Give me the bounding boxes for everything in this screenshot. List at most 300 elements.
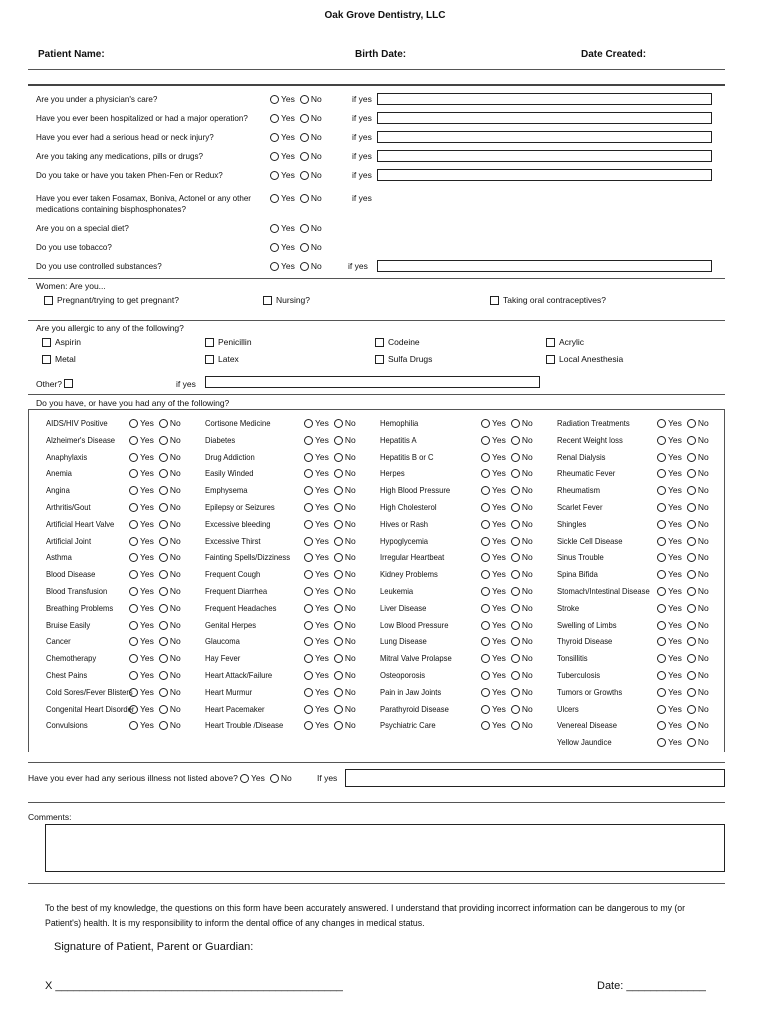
checkbox[interactable]: [263, 296, 272, 305]
radio-no[interactable]: [687, 637, 696, 646]
condition-label: Frequent Diarrhea: [205, 586, 268, 596]
radio-no[interactable]: [334, 520, 343, 529]
condition-yes-no[interactable]: [481, 687, 533, 697]
condition-yes-no[interactable]: [129, 720, 181, 730]
allergy-option[interactable]: [375, 337, 420, 347]
radio-yes[interactable]: [304, 520, 313, 529]
radio-yes[interactable]: [304, 705, 313, 714]
condition-yes-no[interactable]: [304, 603, 356, 613]
radio-no[interactable]: [687, 503, 696, 512]
radio-yes[interactable]: [270, 224, 279, 233]
radio-yes[interactable]: [270, 171, 279, 180]
radio-no[interactable]: [334, 553, 343, 562]
condition-yes-no[interactable]: [657, 636, 709, 646]
condition-yes-no[interactable]: [129, 435, 181, 445]
radio-yes[interactable]: [481, 570, 490, 579]
condition-yes-no[interactable]: [481, 435, 533, 445]
radio-yes[interactable]: [657, 503, 666, 512]
condition-yes-no[interactable]: [657, 468, 709, 478]
radio-yes[interactable]: [304, 570, 313, 579]
checkbox[interactable]: [42, 355, 51, 364]
radio-yes[interactable]: [304, 553, 313, 562]
condition-yes-no[interactable]: [657, 620, 709, 630]
radio-yes[interactable]: [481, 621, 490, 630]
condition-yes-no[interactable]: [304, 653, 356, 663]
radio-yes[interactable]: [657, 553, 666, 562]
radio-no[interactable]: [687, 436, 696, 445]
condition-yes-no[interactable]: [304, 620, 356, 630]
radio-yes[interactable]: [129, 469, 138, 478]
condition-yes-no[interactable]: [304, 468, 356, 478]
radio-no[interactable]: [334, 721, 343, 730]
condition-yes-no[interactable]: [129, 670, 181, 680]
if-yes-field[interactable]: [377, 169, 712, 181]
condition-yes-no[interactable]: [304, 586, 356, 596]
radio-yes[interactable]: [657, 621, 666, 630]
condition-yes-no[interactable]: [657, 536, 709, 546]
condition-yes-no[interactable]: [129, 418, 181, 428]
radio-yes[interactable]: [481, 671, 490, 680]
condition-yes-no[interactable]: [129, 502, 181, 512]
condition-yes-no[interactable]: [481, 569, 533, 579]
radio-no[interactable]: [511, 587, 520, 596]
radio-yes[interactable]: [270, 152, 279, 161]
condition-yes-no[interactable]: [304, 704, 356, 714]
radio-yes[interactable]: [657, 688, 666, 697]
signature-line[interactable]: X _______________________________________________: [45, 980, 343, 992]
radio-yes[interactable]: [304, 621, 313, 630]
comments-field[interactable]: [45, 824, 725, 872]
radio-no[interactable]: [334, 604, 343, 613]
checkbox[interactable]: [42, 338, 51, 347]
radio-no[interactable]: [300, 243, 309, 252]
condition-yes-no[interactable]: [481, 720, 533, 730]
condition-yes-no[interactable]: [481, 586, 533, 596]
radio-no[interactable]: [511, 688, 520, 697]
condition-yes-no[interactable]: [657, 418, 709, 428]
radio-yes[interactable]: [129, 419, 138, 428]
radio-no[interactable]: [334, 537, 343, 546]
radio-no[interactable]: [300, 262, 309, 271]
other-allergy-field[interactable]: [205, 376, 540, 388]
radio-yes[interactable]: [304, 721, 313, 730]
radio-yes[interactable]: [657, 587, 666, 596]
radio-no[interactable]: [334, 705, 343, 714]
radio-yes[interactable]: [304, 469, 313, 478]
radio-yes[interactable]: [657, 671, 666, 680]
radio-yes[interactable]: [304, 637, 313, 646]
radio-no[interactable]: [334, 469, 343, 478]
radio-no[interactable]: [687, 621, 696, 630]
radio-yes[interactable]: [129, 671, 138, 680]
radio-no[interactable]: [511, 721, 520, 730]
radio-no[interactable]: [687, 604, 696, 613]
radio-no[interactable]: [687, 738, 696, 747]
radio-yes[interactable]: [129, 453, 138, 462]
radio-yes[interactable]: [304, 486, 313, 495]
radio-no[interactable]: [334, 621, 343, 630]
condition-yes-no[interactable]: [304, 418, 356, 428]
condition-yes-no[interactable]: [481, 653, 533, 663]
radio-yes[interactable]: [129, 621, 138, 630]
condition-yes-no[interactable]: [481, 519, 533, 529]
radio-no[interactable]: [159, 520, 168, 529]
radio-no[interactable]: [159, 436, 168, 445]
serious-illness-field[interactable]: [345, 769, 725, 787]
radio-yes[interactable]: [657, 721, 666, 730]
radio-yes[interactable]: [270, 194, 279, 203]
radio-no[interactable]: [687, 671, 696, 680]
radio-no[interactable]: [334, 688, 343, 697]
radio-yes[interactable]: [657, 738, 666, 747]
condition-yes-no[interactable]: [304, 569, 356, 579]
radio-no[interactable]: [334, 654, 343, 663]
radio-yes[interactable]: [129, 604, 138, 613]
if-yes-field[interactable]: [377, 260, 712, 272]
radio-no[interactable]: [159, 604, 168, 613]
radio-no[interactable]: [687, 570, 696, 579]
radio-no[interactable]: [159, 486, 168, 495]
radio-no[interactable]: [511, 621, 520, 630]
condition-yes-no[interactable]: [481, 536, 533, 546]
radio-no[interactable]: [300, 194, 309, 203]
radio-yes[interactable]: [270, 114, 279, 123]
radio-yes[interactable]: [481, 453, 490, 462]
radio-no[interactable]: [687, 469, 696, 478]
nursing-option[interactable]: [263, 295, 310, 305]
radio-yes[interactable]: [481, 419, 490, 428]
radio-no[interactable]: [334, 453, 343, 462]
condition-yes-no[interactable]: [657, 502, 709, 512]
radio-yes[interactable]: [240, 774, 249, 783]
allergy-option[interactable]: [375, 354, 432, 364]
condition-yes-no[interactable]: [481, 452, 533, 462]
condition-yes-no[interactable]: [129, 687, 181, 697]
radio-no[interactable]: [687, 419, 696, 428]
radio-yes[interactable]: [657, 453, 666, 462]
radio-yes[interactable]: [129, 537, 138, 546]
condition-yes-no[interactable]: [304, 687, 356, 697]
radio-no[interactable]: [687, 587, 696, 596]
checkbox[interactable]: [490, 296, 499, 305]
radio-yes[interactable]: [481, 553, 490, 562]
radio-no[interactable]: [159, 654, 168, 663]
radio-no[interactable]: [300, 95, 309, 104]
condition-yes-no[interactable]: [129, 536, 181, 546]
radio-no[interactable]: [334, 503, 343, 512]
radio-yes[interactable]: [270, 262, 279, 271]
condition-label: Tonsillitis: [557, 653, 588, 664]
radio-no[interactable]: [511, 469, 520, 478]
checkbox[interactable]: [205, 338, 214, 347]
condition-yes-no[interactable]: [481, 418, 533, 428]
radio-yes[interactable]: [129, 688, 138, 697]
radio-no[interactable]: [159, 553, 168, 562]
condition-yes-no[interactable]: [657, 569, 709, 579]
radio-no[interactable]: [511, 419, 520, 428]
yes-no-radio[interactable]: [270, 113, 322, 123]
radio-yes[interactable]: [304, 537, 313, 546]
radio-no[interactable]: [159, 469, 168, 478]
radio-no[interactable]: [511, 671, 520, 680]
yes-no-radio[interactable]: [270, 170, 322, 180]
radio-no[interactable]: [511, 654, 520, 663]
condition-yes-no[interactable]: [657, 704, 709, 714]
radio-yes[interactable]: [657, 469, 666, 478]
yes-no-radio[interactable]: [270, 242, 322, 252]
radio-yes[interactable]: [657, 520, 666, 529]
condition-yes-no[interactable]: [657, 435, 709, 445]
yes-no-radio[interactable]: [270, 261, 322, 271]
condition-yes-no[interactable]: [657, 720, 709, 730]
radio-yes[interactable]: [481, 469, 490, 478]
radio-no[interactable]: [687, 520, 696, 529]
condition-yes-no[interactable]: [129, 552, 181, 562]
radio-no[interactable]: [159, 637, 168, 646]
radio-no[interactable]: [687, 654, 696, 663]
condition-yes-no[interactable]: [129, 620, 181, 630]
radio-no[interactable]: [334, 436, 343, 445]
if-yes-field[interactable]: [377, 150, 712, 162]
pregnant-option[interactable]: [44, 295, 179, 305]
condition-yes-no[interactable]: [129, 569, 181, 579]
radio-yes[interactable]: [304, 436, 313, 445]
allergy-option[interactable]: [546, 337, 584, 347]
if-yes-field[interactable]: [377, 131, 712, 143]
radio-yes[interactable]: [657, 637, 666, 646]
condition-yes-no[interactable]: [481, 620, 533, 630]
radio-no[interactable]: [511, 705, 520, 714]
radio-no[interactable]: [334, 419, 343, 428]
radio-yes[interactable]: [481, 537, 490, 546]
condition-yes-no[interactable]: [657, 586, 709, 596]
condition-yes-no[interactable]: [657, 485, 709, 495]
condition-yes-no[interactable]: [481, 704, 533, 714]
radio-yes[interactable]: [304, 671, 313, 680]
condition-yes-no[interactable]: [657, 519, 709, 529]
condition-label: Pain in Jaw Joints: [380, 686, 442, 697]
condition-yes-no[interactable]: [657, 552, 709, 562]
condition-yes-no[interactable]: [304, 519, 356, 529]
radio-yes[interactable]: [481, 705, 490, 714]
radio-no[interactable]: [511, 553, 520, 562]
radio-no[interactable]: [334, 637, 343, 646]
radio-yes[interactable]: [129, 637, 138, 646]
radio-yes[interactable]: [129, 520, 138, 529]
condition-yes-no[interactable]: [657, 687, 709, 697]
radio-no[interactable]: [511, 486, 520, 495]
radio-yes[interactable]: [481, 604, 490, 613]
if-yes-field[interactable]: [377, 112, 712, 124]
checkbox[interactable]: [44, 296, 53, 305]
radio-yes[interactable]: [481, 688, 490, 697]
radio-no[interactable]: [511, 570, 520, 579]
radio-no[interactable]: [511, 436, 520, 445]
radio-no[interactable]: [687, 721, 696, 730]
checkbox[interactable]: [375, 355, 384, 364]
yes-no-radio[interactable]: [270, 94, 322, 104]
radio-yes[interactable]: [129, 436, 138, 445]
radio-yes[interactable]: [657, 486, 666, 495]
radio-yes[interactable]: [481, 654, 490, 663]
radio-yes[interactable]: [481, 587, 490, 596]
condition-yes-no[interactable]: [481, 603, 533, 613]
radio-no[interactable]: [159, 587, 168, 596]
radio-no[interactable]: [159, 419, 168, 428]
condition-yes-no[interactable]: [304, 485, 356, 495]
condition-yes-no[interactable]: [304, 502, 356, 512]
condition-yes-no[interactable]: [481, 502, 533, 512]
radio-yes[interactable]: [481, 637, 490, 646]
radio-yes[interactable]: [657, 537, 666, 546]
radio-no[interactable]: [511, 604, 520, 613]
radio-no[interactable]: [159, 453, 168, 462]
allergy-option[interactable]: [546, 354, 623, 364]
radio-no[interactable]: [334, 587, 343, 596]
radio-no[interactable]: [687, 453, 696, 462]
condition-label: Heart Murmur: [205, 686, 253, 697]
radio-no[interactable]: [687, 553, 696, 562]
condition-yes-no[interactable]: [129, 485, 181, 495]
condition-yes-no[interactable]: [129, 653, 181, 663]
radio-yes[interactable]: [270, 133, 279, 142]
radio-no[interactable]: [300, 133, 309, 142]
condition-yes-no[interactable]: [481, 670, 533, 680]
yes-no-radio[interactable]: [270, 223, 322, 233]
condition-yes-no[interactable]: [657, 737, 709, 747]
radio-yes[interactable]: [657, 419, 666, 428]
radio-no[interactable]: [300, 114, 309, 123]
condition-yes-no[interactable]: [129, 636, 181, 646]
radio-yes[interactable]: [657, 705, 666, 714]
radio-no[interactable]: [687, 688, 696, 697]
checkbox[interactable]: [546, 355, 555, 364]
radio-no[interactable]: [270, 774, 279, 783]
radio-no[interactable]: [300, 171, 309, 180]
radio-yes[interactable]: [304, 503, 313, 512]
radio-yes[interactable]: [657, 570, 666, 579]
radio-no[interactable]: [159, 621, 168, 630]
radio-no[interactable]: [159, 721, 168, 730]
radio-yes[interactable]: [129, 486, 138, 495]
radio-yes[interactable]: [129, 587, 138, 596]
condition-yes-no[interactable]: [304, 435, 356, 445]
radio-no[interactable]: [159, 503, 168, 512]
date-line[interactable]: Date: _____________: [597, 980, 706, 992]
condition-yes-no[interactable]: [129, 586, 181, 596]
radio-yes[interactable]: [129, 570, 138, 579]
radio-yes[interactable]: [270, 243, 279, 252]
radio-no[interactable]: [334, 570, 343, 579]
radio-no[interactable]: [159, 688, 168, 697]
yes-no-radio[interactable]: [270, 132, 322, 142]
radio-yes[interactable]: [304, 604, 313, 613]
radio-yes[interactable]: [657, 604, 666, 613]
condition-yes-no[interactable]: [481, 468, 533, 478]
radio-no[interactable]: [511, 520, 520, 529]
condition-yes-no[interactable]: [304, 720, 356, 730]
checkbox[interactable]: [205, 355, 214, 364]
yes-label: Yes: [315, 703, 329, 714]
radio-yes[interactable]: [657, 654, 666, 663]
radio-yes[interactable]: [129, 721, 138, 730]
condition-yes-no[interactable]: [129, 603, 181, 613]
radio-no[interactable]: [334, 486, 343, 495]
allergy-option[interactable]: [42, 337, 81, 347]
radio-no[interactable]: [300, 224, 309, 233]
serious-illness-yes[interactable]: [240, 773, 292, 783]
radio-no[interactable]: [687, 705, 696, 714]
condition-yes-no[interactable]: [657, 452, 709, 462]
radio-yes[interactable]: [481, 436, 490, 445]
condition-yes-no[interactable]: [304, 636, 356, 646]
condition-yes-no[interactable]: [304, 552, 356, 562]
checkbox[interactable]: [546, 338, 555, 347]
condition-yes-no[interactable]: [304, 670, 356, 680]
radio-no[interactable]: [687, 537, 696, 546]
condition-yes-no[interactable]: [129, 704, 181, 714]
checkbox[interactable]: [375, 338, 384, 347]
allergy-option[interactable]: [205, 337, 252, 347]
condition-yes-no[interactable]: [129, 468, 181, 478]
radio-yes[interactable]: [304, 587, 313, 596]
condition-yes-no[interactable]: [129, 452, 181, 462]
condition-yes-no[interactable]: [129, 519, 181, 529]
radio-yes[interactable]: [304, 453, 313, 462]
radio-no[interactable]: [511, 453, 520, 462]
if-yes-field[interactable]: [377, 93, 712, 105]
radio-yes[interactable]: [304, 688, 313, 697]
radio-yes[interactable]: [304, 654, 313, 663]
radio-no[interactable]: [511, 503, 520, 512]
condition-yes-no[interactable]: [481, 485, 533, 495]
radio-no[interactable]: [511, 537, 520, 546]
condition-yes-no[interactable]: [304, 536, 356, 546]
radio-no[interactable]: [159, 537, 168, 546]
radio-no[interactable]: [511, 637, 520, 646]
yes-no-radio[interactable]: [270, 193, 322, 203]
radio-yes[interactable]: [481, 486, 490, 495]
radio-yes[interactable]: [481, 520, 490, 529]
radio-yes[interactable]: [481, 503, 490, 512]
radio-no[interactable]: [300, 152, 309, 161]
condition-yes-no[interactable]: [304, 452, 356, 462]
radio-yes[interactable]: [129, 503, 138, 512]
radio-no[interactable]: [159, 671, 168, 680]
radio-yes[interactable]: [270, 95, 279, 104]
contraceptives-option[interactable]: [490, 295, 606, 305]
radio-yes[interactable]: [129, 654, 138, 663]
radio-yes[interactable]: [657, 436, 666, 445]
condition-yes-no[interactable]: [481, 636, 533, 646]
allergy-option[interactable]: [205, 354, 239, 364]
other-allergy-checkbox[interactable]: [64, 379, 73, 388]
radio-no[interactable]: [334, 671, 343, 680]
condition-yes-no[interactable]: [657, 603, 709, 613]
radio-yes[interactable]: [129, 705, 138, 714]
allergy-option[interactable]: [42, 354, 76, 364]
radio-no[interactable]: [687, 486, 696, 495]
radio-yes[interactable]: [129, 553, 138, 562]
radio-yes[interactable]: [481, 721, 490, 730]
condition-yes-no[interactable]: [657, 670, 709, 680]
condition-yes-no[interactable]: [481, 552, 533, 562]
radio-no[interactable]: [159, 570, 168, 579]
condition-yes-no[interactable]: [657, 653, 709, 663]
yes-no-radio[interactable]: [270, 151, 322, 161]
radio-no[interactable]: [159, 705, 168, 714]
radio-yes[interactable]: [304, 419, 313, 428]
